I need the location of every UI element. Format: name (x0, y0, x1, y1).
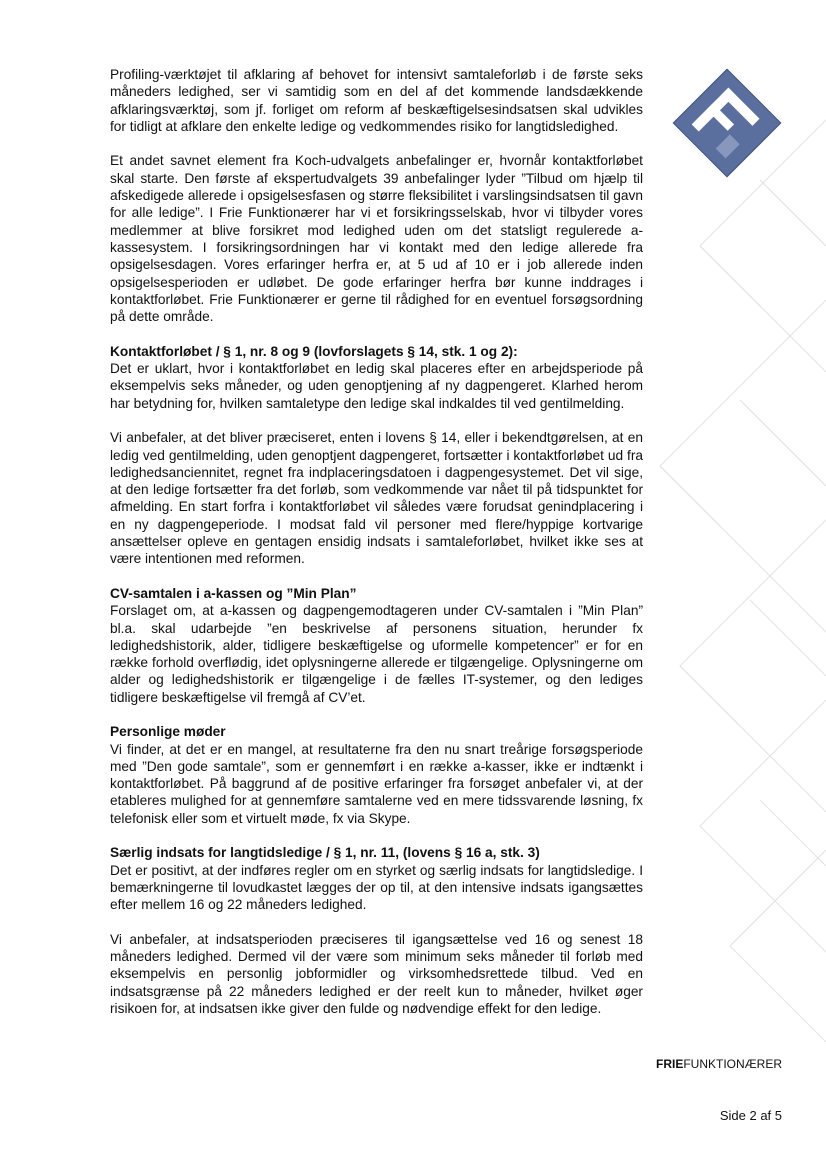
section-heading-kontaktforloebet: Kontaktforløbet / § 1, nr. 8 og 9 (lovforslagets § 14, stk. 1 og 2): (110, 343, 518, 359)
paragraph-7 (110, 844, 643, 913)
section-heading-cv-samtalen: CV-samtalen i a-kassen og ”Min Plan” (110, 585, 357, 601)
footer-brand-rest: FUNKTIONÆRER (683, 1057, 782, 1071)
paragraph-text: Vi finder, at det er en mangel, at resultaterne fra den nu snart treårige forsøgsperiode med ”Den gode samtale”, som er gennemført i en række a-kasser, ikke er indtænkt i kontaktforløbet. På baggrund af de positive erfaringer fra forsøget anbefaler vi, at der etableres mulighed for at gennemføre samtalerne ved en mere tidssvarende løsning, fx telefonisk eller som et virtuelt møde, fx via Skype. (110, 741, 643, 826)
logo-icon (672, 68, 782, 178)
paragraph-text: Det er uklart, hvor i kontaktforløbet en ledig skal placeres efter en arbejdsperiode på eksempelvis seks måneder, og uden genoptjening af ny dagpengeret. Klarhed herom har betydning for, hvilken samtaletype den ledige skal indkaldes til ved gentilmelding. (110, 361, 643, 411)
paragraph-text: Forslaget om, at a-kassen og dagpengemodtageren under CV-samtalen i ”Min Plan” bl.a. skal udarbejde ”en beskrivelse af personens situation, herunder fx ledighedshistorik, alder, tidligere beskæftigelse og uformelle kompetencer” er for en række forhold overflødig, idet oplysningerne allerede er tilgængelige. Oplysningerne om alder og ledighedshistorik er tilgængelige i de fælles IT-systemer, og den lediges tidligere beskæftigelse vil fremgå af CV’et. (110, 603, 643, 705)
section-heading-langtidsledige: Særlig indsats for langtidsledige / § 1, nr. 11, (lovens § 16 a, stk. 3) (110, 845, 540, 861)
paragraph-text: Profiling-værktøjet til afklaring af behovet for intensivt samtaleforløb i de første seks måneders ledighed, ser vi samtidig som en del af det kommende landsdækkende afklaringsværktøj, som jf. forliget om reform af beskæftigelsesindsatsen skal udvikles for tidligt at afklare den enkelte ledige og vedkommendes risiko for langtidsledighed. (110, 67, 643, 134)
paragraph-text: Det er positivt, at der indføres regler om en styrket og særlig indsats for langtidsledige. I bemærkningerne til lovudkastet lægges der op til, at den intensive indsats igangsættes efter mellem 16 og 22 måneders ledighed. (110, 862, 643, 913)
paragraph-6 (110, 723, 643, 827)
paragraph-3 (110, 343, 643, 412)
paragraph-5 (110, 585, 643, 706)
paragraph-text: Vi anbefaler, at det bliver præciseret, enten i lovens § 14, eller i bekendtgørelsen, at en ledig ved gentilmelding, uden genoptjent dagpengeret, fortsætter i kontaktforløbet ud fra ledighedsanciennitet, regnet fra indplaceringsdatoen i dagpengesystemet. Det vil sige, at den ledige fortsætter fra det forløb, som vedkommende var nået til på tidspunktet for afmelding. En start forfra i kontaktforløbet vil således være forudsat genindplacering i en ny dagpengeperiode. I modsat fald vil personer med flere/hyppige kortvarige ansættelser opleve en gentagen ensidig indsats i samtaleforløbet, hvilket ikke ses at være intentionen med reformen. (110, 430, 643, 567)
section-heading-personlige-moeder: Personlige møder (110, 724, 226, 740)
paragraph-8 (110, 931, 643, 1017)
paragraph-2 (110, 152, 643, 325)
page-number: Side 2 af 5 (719, 1108, 782, 1123)
paragraph-4 (110, 429, 643, 567)
paragraph-text: Et andet savnet element fra Koch-udvalgets anbefalinger er, hvornår kontaktforløbet skal starte. Den første af ekspertudvalgets 39 anbefalinger lyder ”Tilbud om hjælp til afskedigede allerede i opsigelsesfasen og større fleksibilitet i varslingsindsatsen til gavn for alle ledige”. I Frie Funktionærer har vi et forsikringsselskab, hvor vi tilbyder vores medlemmer at blive forsikret mod ledighed uden om det statsligt regulerede a-kassesystem. I forsikringsordningen har vi kontakt med den ledige allerede fra opsigelsesdagen. Vores erfaringer herfra er, at 5 ud af 10 er i job allerede inden opsigelsesperioden er udløbet. De gode erfaringer herfra bør kunne inddrages i kontaktforløbet. Frie Funktionærer er gerne til rådighed for en eventuel forsøgsordning på dette område. (110, 153, 643, 325)
footer-brand (656, 1057, 782, 1071)
footer-brand-bold: FRIE (655, 1057, 684, 1071)
document-body (110, 66, 643, 1035)
paragraph-text: Vi anbefaler, at indsatsperioden præciseres til igangsættelse ved 16 og senest 18 måneders ledighed. Dermed vil der være som minimum seks måneder til forløb med eksempelvis en personlig jobformidler og virksomhedsrettede tilbud. Ved en indsatsgrænse på 22 måneders ledighed er der reelt kun to måneder, hvilket øger risikoen for, at indsatsen ikke giver den fulde og nødvendige effekt for den ledige. (110, 931, 643, 1017)
paragraph-1 (110, 66, 643, 135)
